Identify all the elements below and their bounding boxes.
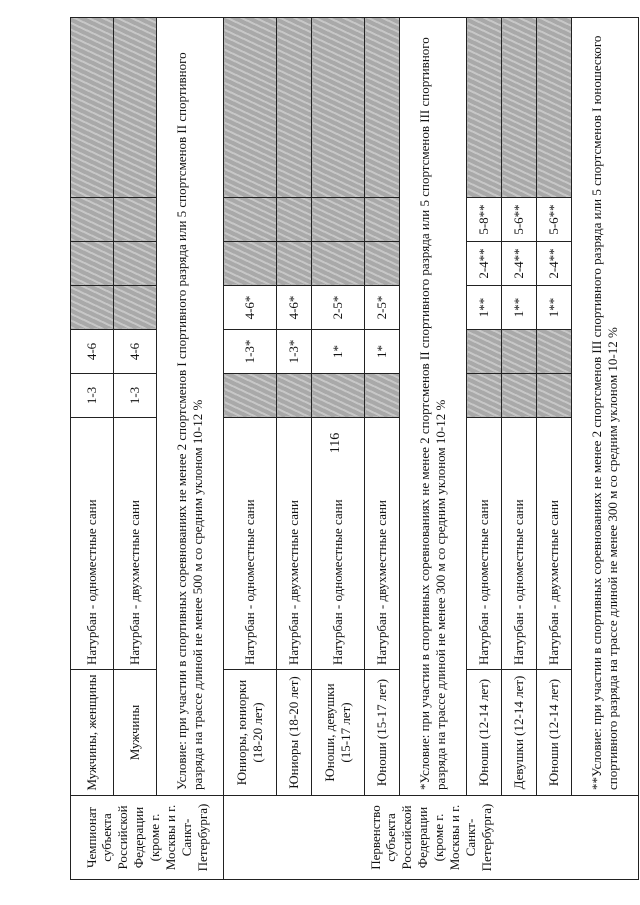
shaded-cell xyxy=(114,242,157,286)
shaded-cell xyxy=(537,330,572,374)
shaded-cell xyxy=(537,18,572,198)
rank-cell: 1** xyxy=(502,286,537,330)
shaded-cell xyxy=(502,330,537,374)
shaded-cell xyxy=(277,18,312,198)
discipline-cell: Натурбан - двухместные сани xyxy=(537,418,572,670)
table-row xyxy=(312,18,365,880)
shaded-cell xyxy=(224,242,277,286)
sport-ranks-table xyxy=(70,17,639,880)
group-cell: Мужчины xyxy=(114,670,157,796)
shaded-cell xyxy=(502,18,537,198)
rank-cell: 4-6 xyxy=(71,330,114,374)
rank-cell: 1-3* xyxy=(224,330,277,374)
rank-cell: 2-4** xyxy=(467,242,502,286)
shaded-cell xyxy=(71,242,114,286)
shaded-cell xyxy=(537,374,572,418)
shaded-cell xyxy=(365,18,400,198)
rank-cell: 4-6 xyxy=(114,330,157,374)
rank-cell: 1** xyxy=(467,286,502,330)
shaded-cell xyxy=(467,374,502,418)
group-cell: Юниоры (18-20 лет) xyxy=(277,670,312,796)
shaded-cell xyxy=(114,286,157,330)
condition-row xyxy=(400,18,467,880)
discipline-cell: Натурбан - одноместные сани xyxy=(467,418,502,670)
shaded-cell xyxy=(71,18,114,198)
shaded-cell xyxy=(71,198,114,242)
condition-text: *Условие: при участии в спортивных соревнованиях не менее 2 спортсменов II спортивного разряда или 5 спортсменов III спортивного разряда на трассе длиной не менее 300 м со средним уклоном 10-12 % xyxy=(400,18,467,796)
group-cell: Юноши (15-17 лет) xyxy=(365,670,400,796)
shaded-cell xyxy=(224,374,277,418)
discipline-cell: Натурбан - двухместные сани xyxy=(277,418,312,670)
shaded-cell xyxy=(277,198,312,242)
rank-cell: 5-8** xyxy=(467,198,502,242)
shaded-cell xyxy=(365,242,400,286)
table-row xyxy=(365,18,400,880)
shaded-cell xyxy=(224,198,277,242)
rank-cell: 1* xyxy=(312,330,365,374)
rank-cell: 4-6* xyxy=(277,286,312,330)
shaded-cell xyxy=(224,18,277,198)
rank-cell: 2-4** xyxy=(537,242,572,286)
rank-cell: 2-4** xyxy=(502,242,537,286)
table-row xyxy=(224,18,277,880)
competition-name: Чемпионат субъекта Российской Федерации (кроме г. Москвы и г. Санкт-Петербурга) xyxy=(71,796,224,880)
table-row xyxy=(71,18,114,880)
shaded-cell xyxy=(114,198,157,242)
rotated-document xyxy=(70,18,620,880)
shaded-cell xyxy=(312,242,365,286)
group-cell: Мужчины, женщины xyxy=(71,670,114,796)
group-cell: Юноши (12-14 лет) xyxy=(467,670,502,796)
rank-cell: 1-3 xyxy=(114,374,157,418)
shaded-cell xyxy=(467,18,502,198)
rank-cell: 1-3* xyxy=(277,330,312,374)
shaded-cell xyxy=(502,374,537,418)
rank-cell: 2-5* xyxy=(312,286,365,330)
table-row xyxy=(467,18,502,880)
table-row xyxy=(277,18,312,880)
page-number: 116 xyxy=(328,432,343,454)
shaded-cell xyxy=(114,18,157,198)
shaded-cell xyxy=(71,286,114,330)
condition-row xyxy=(157,18,224,880)
shaded-cell xyxy=(467,330,502,374)
shaded-cell xyxy=(312,198,365,242)
condition-row xyxy=(572,18,639,880)
group-cell: Юноши, девушки (15-17 лет) xyxy=(312,670,365,796)
discipline-cell: Натурбан - одноместные сани xyxy=(71,418,114,670)
condition-text: Условие: при участии в спортивных соревнованиях не менее 2 спортсменов I спортивного разряда или 5 спортсменов II спортивного разряда на трассе длиной не менее 500 м со средним уклоном 10-12 % xyxy=(157,18,224,796)
discipline-cell: Натурбан - одноместные сани xyxy=(224,418,277,670)
shaded-cell xyxy=(312,18,365,198)
discipline-cell: Натурбан - двухместные сани xyxy=(114,418,157,670)
shaded-cell xyxy=(365,198,400,242)
table-row xyxy=(502,18,537,880)
rank-cell: 4-6* xyxy=(224,286,277,330)
discipline-cell: Натурбан - двухместные сани xyxy=(365,418,400,670)
rank-cell: 1-3 xyxy=(71,374,114,418)
condition-text: **Условие: при участии в спортивных соревнованиях не менее 2 спортсменов III спортивного разряда или 5 спортсменов I юношеского спортивного разряда на трассе длиной не менее 300 м со средним уклоном 10-12 % xyxy=(572,18,639,796)
discipline-cell: Натурбан - одноместные сани xyxy=(312,418,365,670)
rank-cell: 5-6** xyxy=(537,198,572,242)
rank-cell: 5-6** xyxy=(502,198,537,242)
shaded-cell xyxy=(312,374,365,418)
rank-cell: 1* xyxy=(365,330,400,374)
competition-name: Первенство субъекта Российской Федерации (кроме г. Москвы и г. Санкт-Петербурга) xyxy=(224,796,639,880)
discipline-cell: Натурбан - одноместные сани xyxy=(502,418,537,670)
shaded-cell xyxy=(365,374,400,418)
rank-cell: 2-5* xyxy=(365,286,400,330)
group-cell: Юниоры, юниорки (18-20 лет) xyxy=(224,670,277,796)
shaded-cell xyxy=(277,242,312,286)
table-row xyxy=(537,18,572,880)
group-cell: Юноши (12-14 лет) xyxy=(537,670,572,796)
table-row xyxy=(114,18,157,880)
shaded-cell xyxy=(277,374,312,418)
rank-cell: 1** xyxy=(537,286,572,330)
group-cell: Девушки (12-14 лет) xyxy=(502,670,537,796)
